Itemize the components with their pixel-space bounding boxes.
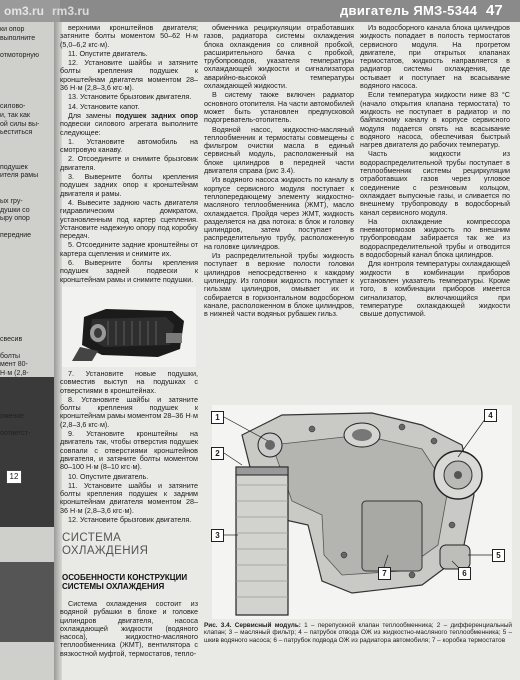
section-subtitle: ОСОБЕННОСТИ КОНСТРУКЦИИ СИСТЕМЫ ОХЛАЖДЕНИЯ — [62, 573, 188, 591]
callout-2: 2 — [211, 447, 224, 460]
paragraph: В систему также включен радиатор основного отопителя. На части автомобилей может быть установлен предпусковой подогреватель-отопитель. — [204, 90, 354, 125]
caption-text: 1 – перепускной клапан теплообменника; 2 – дифференциальный клапан; 3 – масляный фильтр; 4 – патрубок отвода ОЖ из жидкостно-масляного теплообменника; 5 – шкив водяного насоса; 6 – патрубок подвода ОЖ из радиатора автомобиля; 7 – коробка термостатов — [204, 622, 512, 644]
watermark-site: rm3.ru — [52, 4, 90, 18]
prev-page-line: мент 80- — [0, 361, 28, 369]
procedure-step: 11. Установите шайбы и затяните болты крепления подушек к задним кронштейнам двигателя моментом 28–36 Н·м (2,8–3,6 кгс·м). — [60, 480, 198, 515]
prev-page-line: ыру опор — [0, 215, 30, 223]
section-title: СИСТЕМА ОХЛАЖДЕНИЯ — [62, 532, 149, 557]
paragraph: Часть жидкости из водораспределительной трубы поступает в теплообменник системы рециркуляции отработавших газов через угловое соединение с резиновым кольцом, охлаждает выпускные газы, и сливается по внешнему трубопроводу в водосборный канал сервисного модуля. — [360, 149, 510, 217]
paragraph: 13. Установите брызговик двигателя. — [68, 92, 192, 102]
prev-page-line: Н·м (2,8- — [0, 370, 29, 377]
paragraph: Для контроля температуры охлаждающей жидкости в комбинации приборов установлен указатель температуры. Кроме того, в комбинации приборов имеется сигнализатор, включающийся при температуре охлаждающей жидкости свыше допустимой. — [360, 259, 510, 319]
paragraph: Из водяного насоса жидкость по каналу в корпусе сервисного модуля поступает к теплопередающему элементу жидкостно-масляного теплообменника (ЖМТ), масло охлаждается. Пройдя через ЖМТ, жидкость разделяется на два потока: в блок и головку цилиндров, затем поступает в распределительную трубу, расположенную на головке цилиндров. — [204, 175, 354, 251]
paragraph: Из распределительной трубы жидкость поступает в верхние полости головки цилиндров непосредственно к каждому цилиндру. Из головки жидкость поступает к гильзам цилиндров, омывает их и собирается в горизонтальном водосборном канале, расположенном в блоке цилиндров, в нижней части водяных рубашек гильз. — [204, 251, 354, 319]
procedure-step: 8. Установите шайбы и затяните болты крепления подушек к кронштейнам рамы моментом 28–36 Н·м (2,8–3,6 кгс·м). — [60, 394, 198, 429]
prev-page-line: силово- — [0, 103, 26, 111]
prev-page-line: душки со — [0, 206, 30, 214]
procedure-step: 12. Установите брызговик двигателя. — [68, 515, 192, 525]
paragraph: Система охлаждения состоит из водяной рубашки в блоке и головке цилиндров двигателя, насоса охлаждающей жидкости (водяного насоса), жидкостно-масляного теплообменника (ЖМТ), вентилятора с вязкостной муфтой, термостатов, тепло- — [60, 599, 198, 658]
prev-page-line: подушек — [0, 163, 28, 171]
prev-page-line: ьеститься — [0, 129, 33, 137]
previous-page-edge — [0, 22, 56, 680]
prev-page-photo — [0, 377, 54, 527]
paragraph: 12. Установите шайбы и затяните болты крепления подушек к кронштейнам двигателя моментом 28–36 Н·м (2,8–3,6 кгс·м). — [60, 58, 198, 93]
prev-page-line: отмоторную — [0, 51, 40, 59]
column-1 — [60, 24, 198, 285]
figure-caption — [204, 622, 512, 644]
engine-mount-photo — [62, 287, 196, 367]
page-number: 47 — [486, 2, 503, 19]
procedure-step: 7. Установите новые подушки, совместив выступ на подушках с отверстиями в кронштейнах. — [60, 369, 198, 395]
procedure-step: 9. Установите кронштейны на двигатель так, чтобы отверстия подушек совпали с отверстиями кронштейнов двигателя, и затяните болты моментом 80–100 Н·м (8–10 кгс·м). — [60, 429, 198, 472]
column-3 — [360, 24, 510, 319]
paragraph: 14. Установите капот. — [68, 101, 140, 111]
callout-4: 4 — [484, 409, 497, 422]
prev-page-photo-2 — [0, 562, 54, 642]
running-title: двигатель ЯМЗ-5344 — [340, 3, 478, 18]
column-1-continued — [60, 370, 198, 525]
callout-5: 5 — [492, 549, 505, 562]
caption-label: Рис. 3.4. Сервисный модуль: — [204, 622, 301, 629]
paragraph: 11. Опустите двигатель. — [68, 48, 148, 58]
prev-page-line: ой силы вы- — [0, 120, 40, 128]
prev-page-figure-number: 12 — [6, 470, 22, 484]
paragraph: Если температура жидкости ниже 83 °С (начало открытия клапана термостата) то жидкость не поступает в радиатор и по байпасному каналу в корпусе сервисного модуля подается опять на всасывание водяного насоса, обеспечивая быстрый нагрев двигателя до рабочих температур. — [360, 90, 510, 150]
paragraph: обменника рециркуляции отработавших газов, радиатора системы охлаждения блока охлаждения со сливной пробкой, расширительного бачка с пробкой, трубопроводов, указателя температуры охлаждающей жидкости и сигнализатора аварийно-высокой температуры охлаждающей жидкости. — [204, 23, 354, 91]
prev-page-line: свесив — [0, 335, 23, 343]
callout-1: 1 — [211, 411, 224, 424]
prev-page-line: ожение — [0, 413, 25, 420]
service-module-figure — [212, 405, 512, 619]
prev-page-line: болты — [0, 352, 21, 360]
paragraph: Водяной насос, жидкостно-масляный теплообменник и термостаты совмещены с фильтром очистки масла в единый сервисный модуль, расположенный на блоке цилиндров в передней части двигателя справа (рис 3.4). — [204, 124, 354, 176]
page-header — [0, 0, 520, 22]
subsection-intro: Для замены подушек задних опор подвески силового агрегата выполните следующее: — [60, 110, 198, 137]
column-2 — [204, 24, 354, 319]
callout-6: 6 — [458, 567, 471, 580]
callout-7: 7 — [378, 567, 391, 580]
procedure-step: 4. Вывесите заднюю часть двигателя гидравлическим домкратом, установленным под картер сцепления. Установите надежную опору под коробку передач. — [60, 197, 198, 241]
column-1-bottom — [60, 600, 198, 659]
procedure-step: 2. Отсоедините и снимите брызговик двигателя. — [60, 154, 198, 172]
procedure-step: 6. Выверните болты крепления подушек задней подвески к кронштейнам рамы и снимите подушки. — [60, 258, 198, 284]
paragraph: верхними кронштейнов двигателя; затяните болты моментом 50–62 Н·м (5,0–6,2 кгс·м). — [60, 23, 198, 49]
procedure-step: 10. Опустите двигатель. — [68, 471, 149, 481]
prev-page-line: передние — [0, 232, 32, 240]
procedure-step: 3. Выверните болты крепления подушек задних опор к кронштейнам двигателя и рамы. — [60, 172, 198, 198]
paragraph: На охлаждение компрессора пневмотормозов жидкость по внешним трубопроводам забирается так же из водораспределительной трубы и отводится в водосборный канал блока цилиндров. — [360, 216, 510, 260]
paragraph: Из водосборного канала блока цилиндров жидкость попадает в полость термостатов сервисного модуля. На прогретом двигателе, при открытых клапанах термостатов, жидкость направляется в радиатор системы охлаждения, где остывает и поступает на всасывание водяного насоса. — [360, 23, 510, 91]
prev-page-line: и, так как — [0, 112, 30, 119]
procedure-step: 1. Установите автомобиль на смотровую канаву. — [60, 136, 198, 155]
prev-page-line: ки опор — [0, 26, 25, 33]
watermark-site-prev: om3.ru — [4, 4, 45, 18]
prev-page-line: выполните — [0, 34, 36, 42]
prev-page-line: ых гру- — [0, 198, 23, 205]
callout-3: 3 — [211, 529, 224, 542]
procedure-step: 5. Отсоедините задние кронштейны от картера сцепления и снимите их. — [60, 240, 198, 258]
prev-page-line: ителя рамы — [0, 172, 39, 180]
prev-page-line: оответст- — [0, 430, 31, 438]
